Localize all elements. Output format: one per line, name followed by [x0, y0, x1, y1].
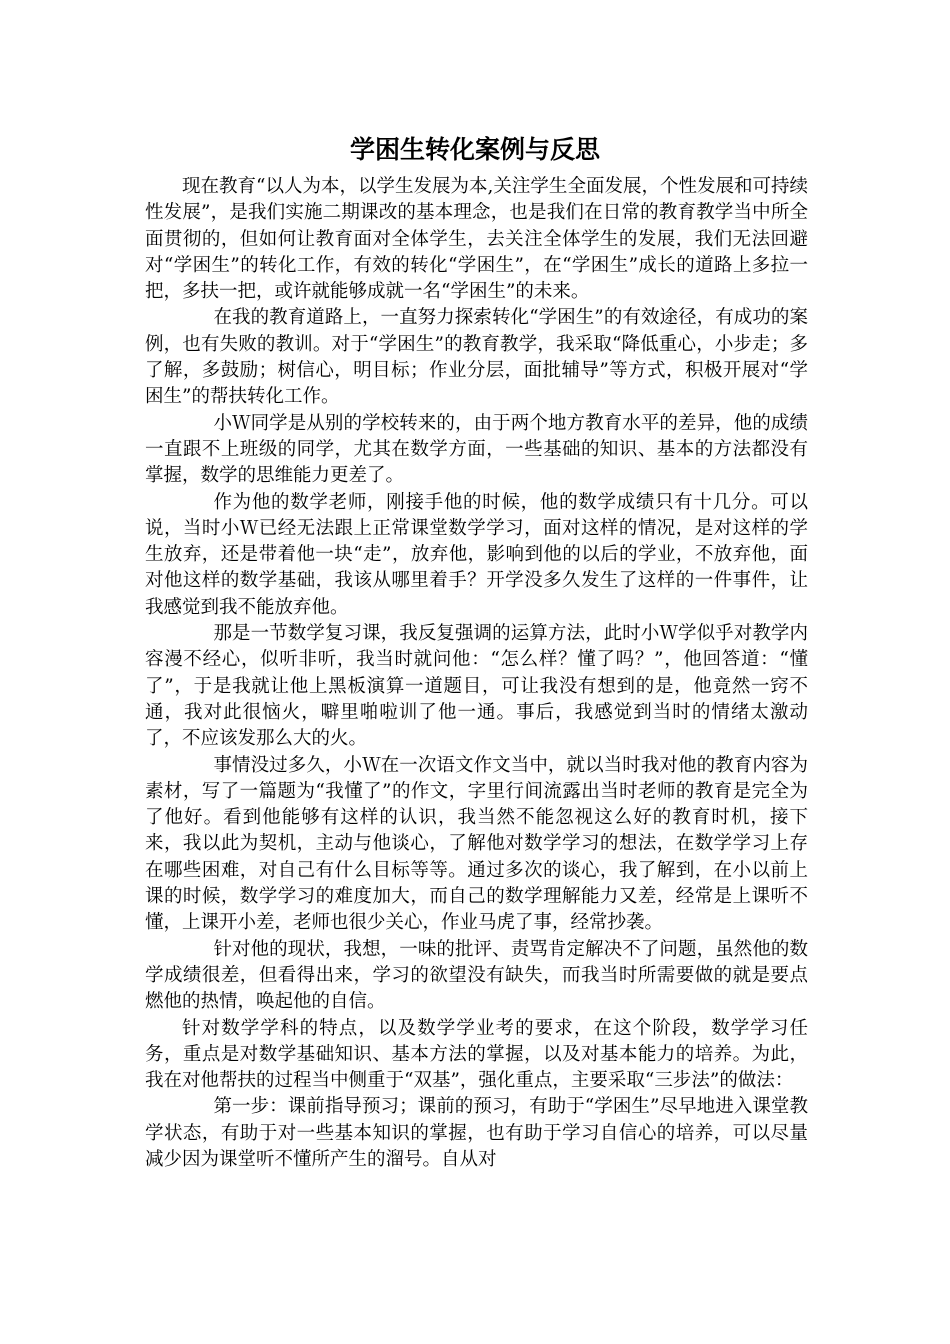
paragraph-exploration: 在我的教育道路上，一直努力探索转化“学困生”的有效途径，有成功的案例，也有失败的教训。对于“学困生”的教育教学，我采取“降低重心，小步走；多了解，多鼓励；树信心，明目标；作业分层，面批辅导”等方式，积极开展对“学困生”的帮扶转化工作。 — [145, 307, 808, 408]
document-body — [145, 174, 808, 1173]
document-title: 学困生转化案例与反思 — [349, 135, 600, 164]
paragraph-math-teacher: 作为他的数学老师，刚接手他的时候，他的数学成绩只有十几分。可以说，当时小Ｗ已经无法跟上正常课堂数学学习，面对这样的情况，是对这样的学生放弃，还是带着他一块“走”，放弃他，影响到他的以后的学业，不放弃他，面对他这样的数学基础，我该从哪里着手？开学没多久发生了这样的一件事件，让我感觉到我不能放弃他。 — [145, 491, 808, 618]
paragraph-current-situation: 针对他的现状，我想，一味的批评、责骂肯定解决不了问题，虽然他的数学成绩很差，但看得出来，学习的欲望没有缺失，而我当时所需要做的就是要点燃他的热情，唤起他的自信。 — [145, 938, 808, 1013]
paragraph-step-one: 第一步：课前指导预习；课前的预习，有助于“学困生”尽早地进入课堂教学状态，有助于对一些基本知识的掌握，也有助于学习自信心的培养，可以尽量减少因为课堂听不懂所产生的溜号。自从对 — [145, 1096, 808, 1170]
paragraph-student-background: 小Ｗ同学是从别的学校转来的，由于两个地方教育水平的差异，他的成绩一直跟不上班级的同学，尤其在数学方面，一些基础的知识、基本的方法都没有掌握，数学的思维能力更差了。 — [145, 412, 808, 487]
paragraph-essay: 事情没过多久，小Ｗ在一次语文作文当中，就以当时我对他的教育内容为素材，写了一篇题为“我懂了”的作文，字里行间流露出当时老师的教育是完全为了他好。看到他能够有这样的认识，我当然不能忽视这么好的教育时机，接下来，我以此为契机，主动与他谈心，了解他对数学学习的想法，在数学学习上存在哪些困难，对自己有什么目标等等。通过多次的谈心，我了解到，在小以前上课的时候，数学学习的难度加大，而自己的数学理解能力又差，经常是上课听不懂，上课开小差，老师也很少关心，作业马虎了事，经常抄袭。 — [145, 754, 808, 934]
paragraph-subject-features: 针对数学学科的特点，以及数学学业考的要求，在这个阶段，数学学习任务，重点是对数学基础知识、基本方法的掌握，以及对基本能力的培养。为此，我在对他帮扶的过程当中侧重于“双基”，强化重点，主要采取“三步法”的做法： — [145, 1017, 808, 1092]
paragraph-review-class: 那是一节数学复习课，我反复强调的运算方法，此时小Ｗ学似乎对教学内容漫不经心，似听非听，我当时就问他：“怎么样？懂了吗？”，他回答道：“懂了”，于是我就让他上黑板演算一道题目，可让我没有想到的是，他竟然一窍不通，我对此很恼火，噼里啪啦训了他一通。事后，我感觉到当时的情绪太激动了，不应该发那么大的火。 — [145, 623, 808, 750]
paragraph-intro: 现在教育“以人为本，以学生发展为本,关注学生全面发展，个性发展和可持续性发展”，是我们实施二期课改的基本理念，也是我们在日常的教育教学当中所全面贯彻的，但如何让教育面对全体学生，去关注全体学生的发展，我们无法回避对“学困生”的转化工作，有效的转化“学困生”，在“学困生”成长的道路上多拉一把，多扶一把，或许就能够成就一名“学困生”的未来。 — [145, 176, 808, 303]
